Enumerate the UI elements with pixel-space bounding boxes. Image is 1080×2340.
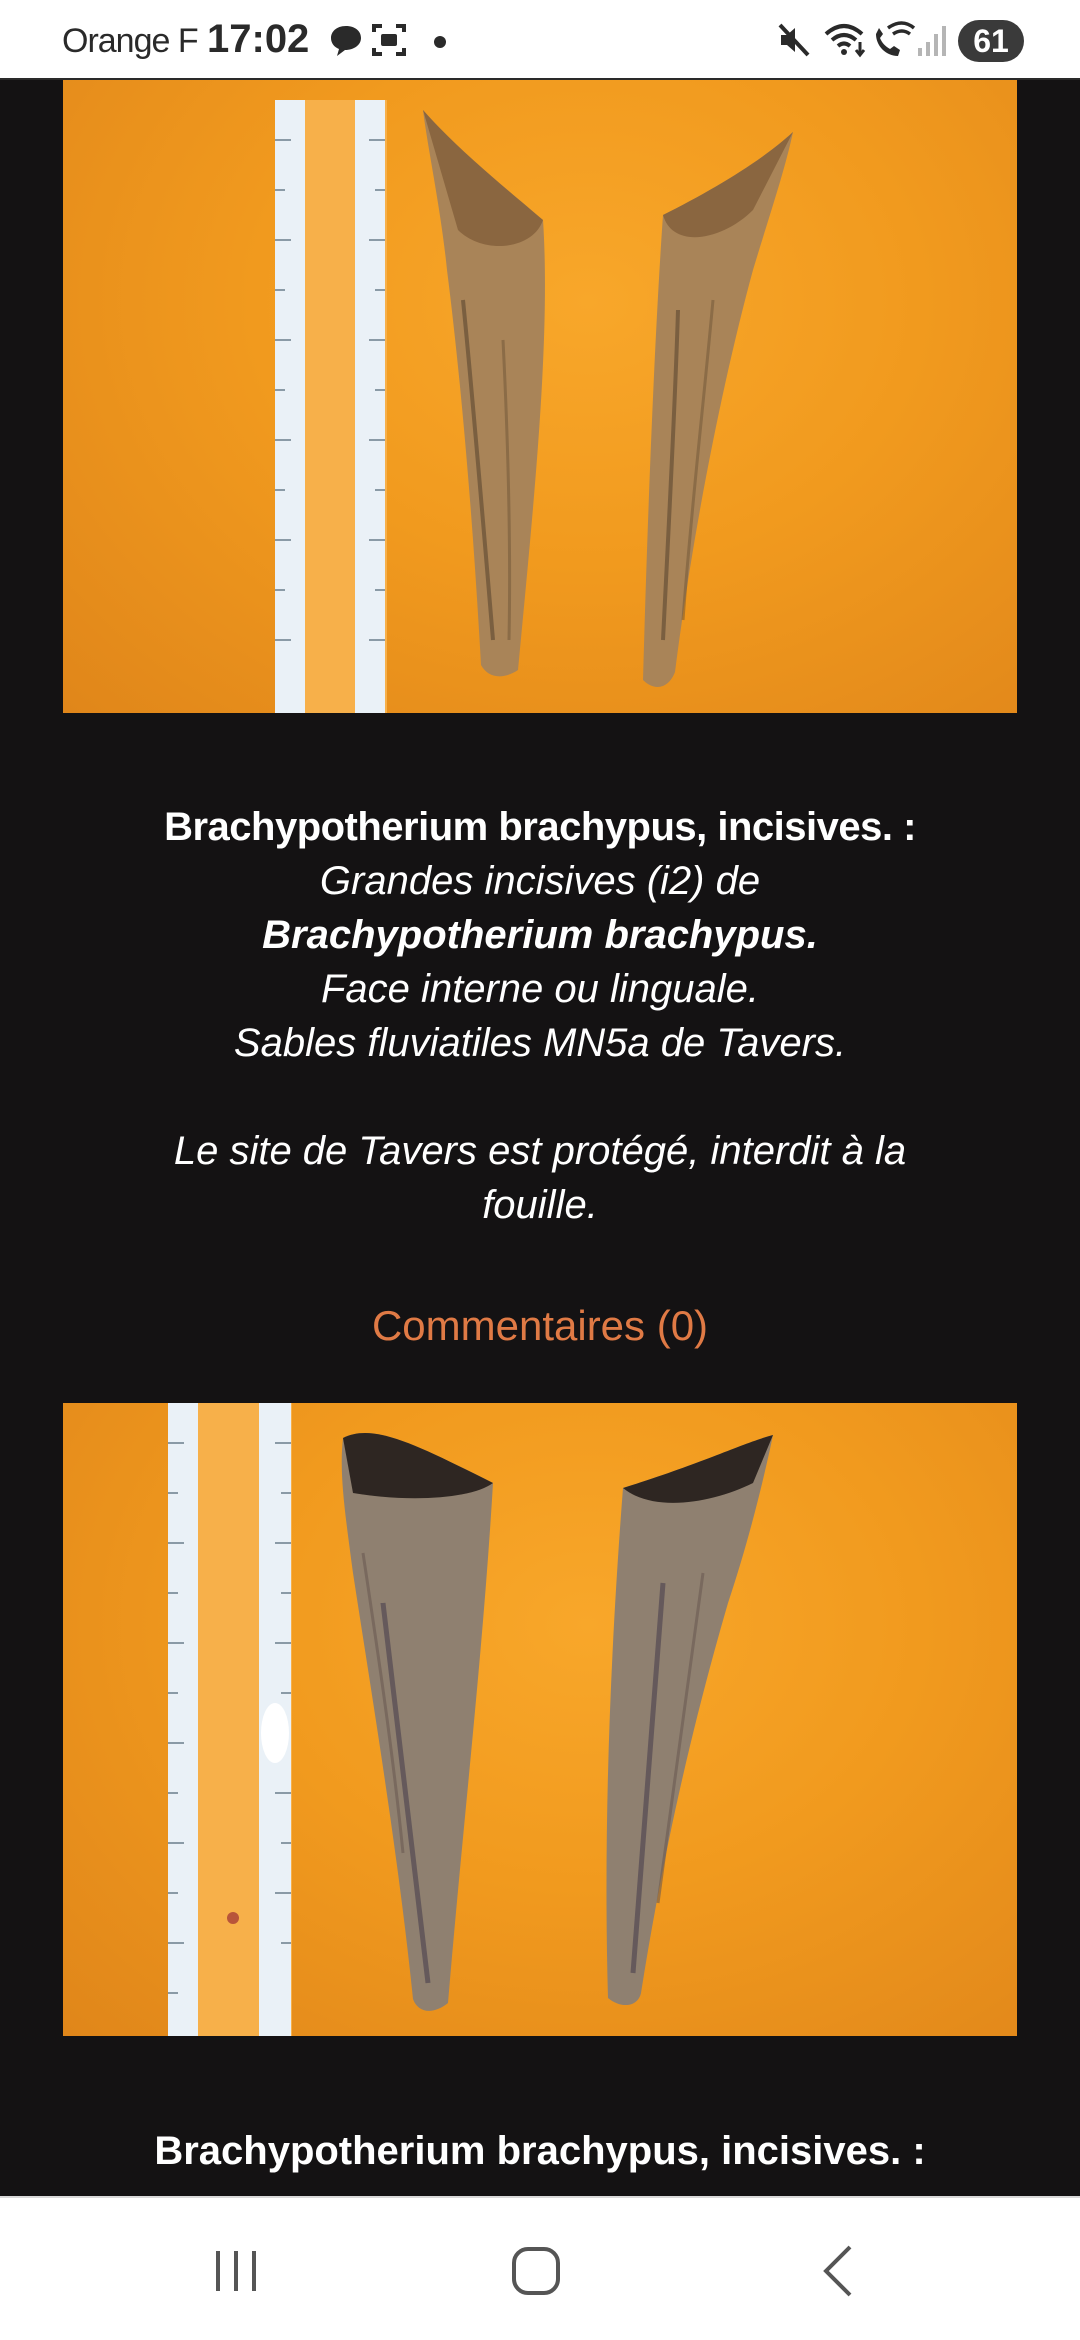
home-button[interactable]	[476, 2234, 596, 2308]
carrier-name: Orange F	[62, 22, 198, 60]
caption-title: Brachypotherium brachypus, incisives. :	[154, 2129, 926, 2173]
screenshot-icon	[370, 20, 408, 60]
dot-icon	[432, 20, 448, 60]
caption-species: Brachypotherium brachypus.	[262, 913, 818, 957]
wifi-call-icon	[872, 20, 916, 60]
signal-icon	[916, 20, 948, 60]
recent-apps-button[interactable]	[176, 2234, 296, 2308]
clock: 17:02	[207, 17, 310, 61]
wifi-icon	[824, 20, 868, 60]
chat-bubble-icon	[328, 20, 364, 60]
caption-line: Sables fluviatiles MN5a de Tavers.	[233, 1021, 847, 1065]
home-icon	[506, 2241, 566, 2301]
caption-spacer	[63, 1070, 1017, 1124]
back-button[interactable]	[780, 2234, 900, 2308]
battery-indicator	[958, 20, 1024, 62]
comments-link[interactable]: Commentaires (0)	[371, 1302, 709, 1349]
back-icon	[810, 2241, 870, 2301]
caption-line: Grandes incisives (i2) de	[319, 859, 761, 903]
photo-caption-2	[63, 2124, 1017, 2178]
caption-note: Le site de Tavers est protégé, interdit à la	[173, 1129, 907, 1173]
caption-line: Face interne ou linguale.	[320, 967, 760, 1011]
fossil-photo-1[interactable]	[63, 80, 1017, 713]
incisors-inner-face-image	[63, 80, 1017, 713]
battery-level: 61	[973, 22, 1009, 59]
caption-note: fouille.	[482, 1183, 598, 1227]
navigation-bar	[0, 2196, 1080, 2340]
photo-caption-1	[63, 800, 1017, 1232]
caption-title: Brachypotherium brachypus, incisives. :	[164, 805, 916, 849]
fossil-photo-2[interactable]	[63, 1403, 1017, 2036]
status-bar	[0, 0, 1080, 80]
mute-icon	[776, 20, 812, 60]
recent-apps-icon	[206, 2241, 266, 2301]
incisors-outer-face-image	[63, 1403, 1017, 2036]
